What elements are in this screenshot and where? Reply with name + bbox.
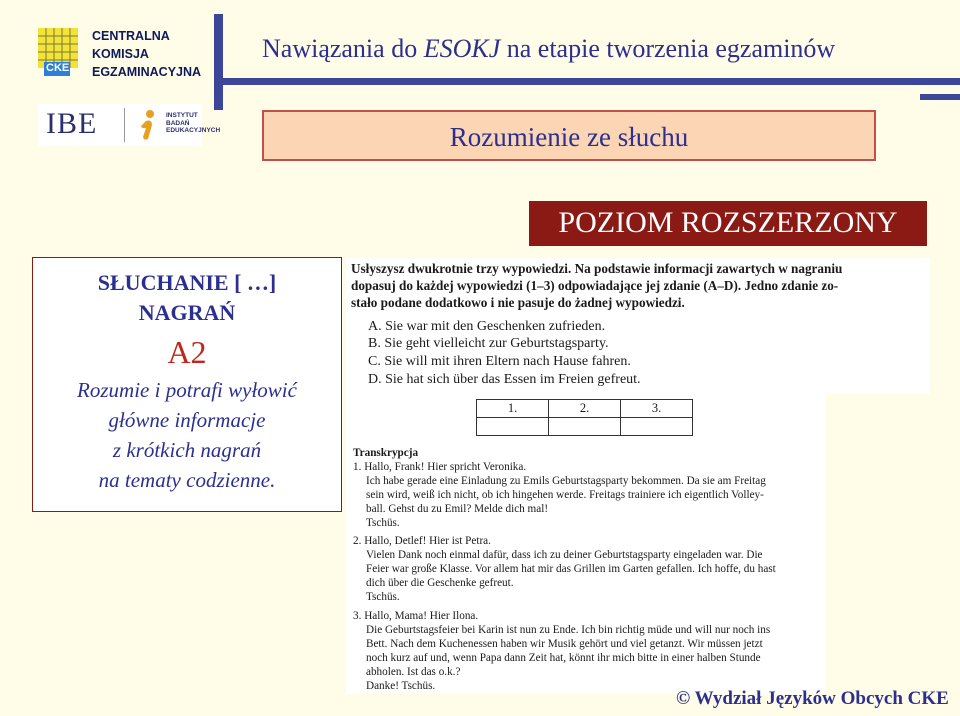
topic-title: Rozumienie ze słuchu [449, 122, 689, 152]
descriptor-line: na tematy codzienne. [98, 468, 276, 492]
transcript-line: abholen. Ist das o.k.? [366, 666, 461, 678]
descriptor-line: z krótkich nagrań [112, 438, 262, 462]
answer-table-header: 2. [549, 400, 621, 418]
transcript-line: dich über die Geschenke gefreut. [366, 577, 514, 589]
cke-logo [34, 26, 82, 78]
descriptor-box [32, 257, 342, 512]
slide-title-em: ESOKJ [423, 34, 501, 63]
answer-cell[interactable] [477, 418, 549, 436]
topic-box [262, 110, 876, 161]
institution-line: EGZAMINACYJNA [92, 65, 202, 79]
slide-title-post: na etapie tworzenia egzaminów [500, 34, 836, 63]
task-instruction: dopasuj do każdej wypowiedzi (1–3) odpowiadające jej zdanie (A–D). Jedno zdanie zo- [351, 278, 839, 293]
header-divider-right [920, 94, 960, 100]
transcript-title: Transkrypcja [353, 447, 419, 459]
transcript-line: ball. Gehst du zu Emil? Melde dich mal! [366, 503, 549, 515]
ibe-logo [38, 104, 221, 146]
ibe-figure-icon [134, 108, 164, 142]
descriptor-line: Rozumie i potrafi wyłowić [77, 378, 297, 402]
answer-table-row [477, 418, 693, 436]
transcript-line: Ich habe gerade eine Einladung zu Emils Geburtstagsparty bekommen. Da sie am Freitag [366, 475, 766, 487]
level-title: POZIOM ROZSZERZONY [558, 206, 898, 239]
task-instruction: Usłyszysz dwukrotnie trzy wypowiedzi. Na podstawie informacji zawartych w nagraniu [351, 261, 843, 276]
vertical-divider [214, 14, 223, 110]
transcript-panel [346, 394, 826, 694]
task-option: C. Sie will mit ihren Eltern nach Hause fahren. [368, 354, 631, 369]
cefr-level: A2 [167, 334, 207, 370]
answer-table [476, 399, 693, 436]
transcript-line: 1. Hallo, Frank! Hier spricht Veronika. [353, 461, 527, 473]
task-option: B. Sie geht vielleicht zur Geburtstagsparty. [368, 336, 609, 351]
ibe-separator [124, 108, 125, 142]
transcript-line: 2. Hallo, Detlef! Hier ist Petra. [353, 535, 491, 547]
header-divider [214, 78, 960, 85]
slide-title-pre: Nawiązania do [262, 34, 424, 63]
transcript-line: Tschüs. [366, 591, 400, 603]
transcript-line: noch kurz auf und, wenn Papa dann Zeit hat, könnt ihr mich bitte in einer halben Stunde [366, 652, 761, 664]
transcript-line: Feier war große Klasse. Vor allem hat mir das Grillen im Garten gefallen. Ich hoffe, du hast [366, 563, 776, 575]
answer-table-header: 3. [621, 400, 693, 418]
institution-line: CENTRALNA [92, 29, 170, 43]
descriptor-heading: NAGRAŃ [138, 300, 236, 325]
descriptor-line: główne informacje [108, 408, 266, 432]
transcript-line: Vielen Dank noch einmal dafür, dass ich zu deiner Geburtstagsparty eingeladen war. Die [366, 549, 763, 561]
cke-logo-letters: CKE [46, 62, 70, 74]
institution-line: KOMISJA [92, 47, 149, 61]
transcript-line: 3. Hallo, Mama! Hier Ilona. [353, 610, 479, 622]
ibe-text-line: INSTYTUT [166, 112, 198, 119]
task-instruction: stało podane dodatkowo i nie pasuje do żadnej wypowiedzi. [351, 295, 685, 310]
answer-cell[interactable] [549, 418, 621, 436]
ibe-text [166, 112, 221, 135]
transcript-line: Danke! Tschüs. [366, 680, 436, 692]
descriptor-heading: SŁUCHANIE [ …] [97, 270, 277, 295]
transcript-line: Die Geburtstagsfeier bei Karin ist nun zu Ende. Ich bin richtig müde und will nur noch ins [366, 624, 771, 636]
level-badge [529, 201, 927, 246]
institution-name [92, 27, 212, 81]
ibe-text-line: BADAŃ [166, 119, 190, 127]
transcript-line: Tschüs. [366, 517, 400, 529]
copyright-footer: © Wydział Języków Obcych CKE [676, 688, 949, 709]
answer-table-header-row [477, 400, 693, 418]
answer-cell[interactable] [621, 418, 693, 436]
slide-title [262, 34, 835, 64]
answer-table-header: 1. [477, 400, 549, 418]
task-option: A. Sie war mit den Geschenken zufrieden. [368, 319, 606, 334]
task-option: D. Sie hat sich über das Essen im Freien gefreut. [368, 372, 641, 387]
task-panel [346, 258, 930, 394]
ibe-text-line: EDUKACYJNYCH [166, 127, 221, 134]
transcript-line: sein wird, weiß ich nicht, ob ich hingehen werde. Freitags trainiere ich eigentlich Volley- [366, 489, 764, 501]
transcript-line: Bett. Nach dem Kuchenessen haben wir Musik gehört und viel getanzt. Wir müssen jetzt [366, 638, 763, 650]
ibe-letters: IBE [46, 107, 98, 140]
